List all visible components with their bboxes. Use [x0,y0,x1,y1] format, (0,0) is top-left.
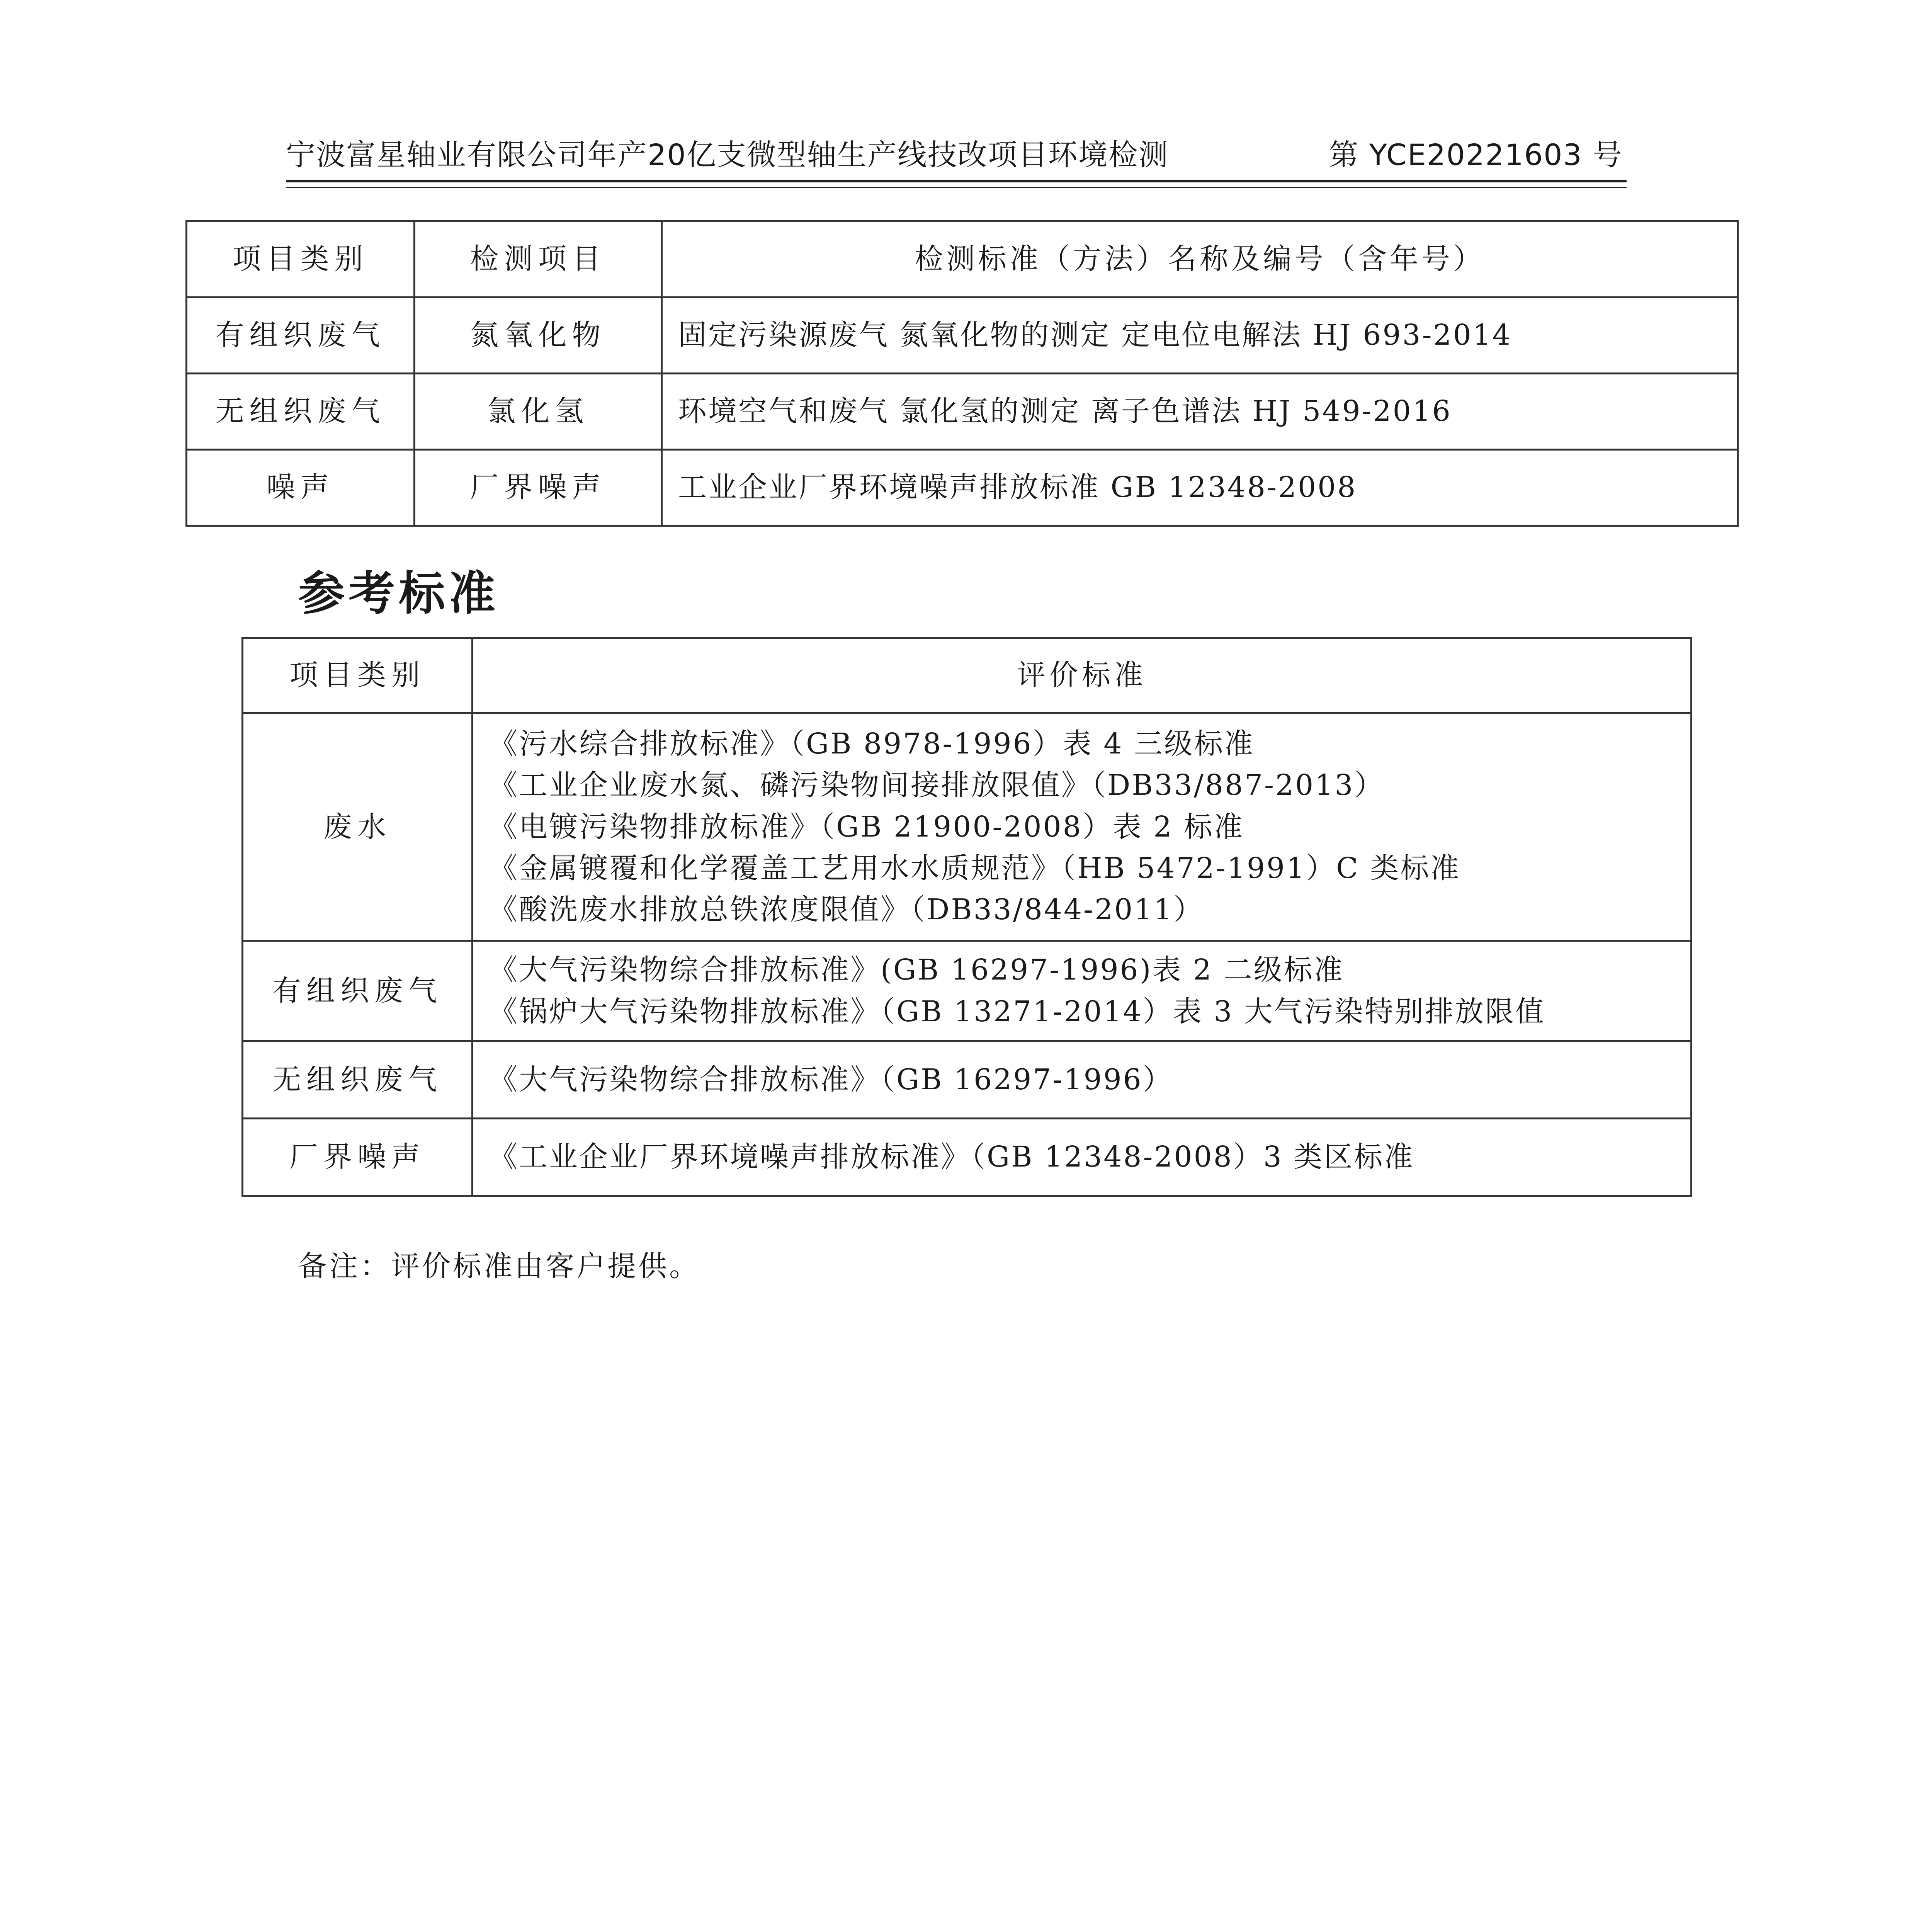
header-item: 检测项目 [415,221,662,298]
row-item: 厂界噪声 [415,450,662,526]
row-standards [473,1041,1692,1119]
page-header [286,131,1623,173]
row-category: 厂界噪声 [243,1119,473,1196]
row-item: 氮氧化物 [415,298,662,374]
row-category: 无组织废气 [187,374,415,450]
standard-line: 《锅炉大气污染物排放标准》（GB 13271-2014）表 3 大气污染特别排放限值 [489,995,1545,1028]
row-method: 环境空气和废气 氯化氢的测定 离子色谱法 HJ 549-2016 [662,374,1738,450]
table-row [187,450,1738,526]
report-number: 第 YCE20221603 号 [1329,138,1623,172]
reference-table-header [243,638,1692,713]
section-title: 参考标准 [298,567,499,621]
table-row [243,1119,1692,1196]
row-standards [473,941,1692,1041]
header-standard: 评价标准 [473,638,1692,713]
standard-line: 《污水综合排放标准》（GB 8978-1996）表 4 三级标准 [489,727,1255,760]
row-method: 工业企业厂界环境噪声排放标准 GB 12348-2008 [662,450,1738,526]
row-item: 氯化氢 [415,374,662,450]
standard-line: 《酸洗废水排放总铁浓度限值》（DB33/844-2011） [489,893,1204,927]
project-title: 宁波富星轴业有限公司年产20亿支微型轴生产线技改项目环境检测 [286,138,1169,172]
method-table [185,220,1739,527]
table-row [187,374,1738,450]
standard-line: 《金属镀覆和化学覆盖工艺用水水质规范》（HB 5472-1991）C 类标准 [489,851,1461,885]
header-rule [286,180,1627,188]
reference-table [241,637,1692,1197]
standard-line: 《大气污染物综合排放标准》（GB 16297-1996） [489,1063,1173,1096]
header-category: 项目类别 [243,638,473,713]
remark-note: 备注：评价标准由客户提供。 [298,1250,700,1283]
table-row [187,298,1738,374]
row-category: 有组织废气 [187,298,415,374]
table-row [243,941,1692,1041]
row-method: 固定污染源废气 氮氧化物的测定 定电位电解法 HJ 693-2014 [662,298,1738,374]
row-category: 废水 [243,713,473,941]
row-standards [473,713,1692,941]
standard-line: 《工业企业废水氮、磷污染物间接排放限值》（DB33/887-2013） [489,769,1385,802]
header-category: 项目类别 [187,221,415,298]
row-category: 噪声 [187,450,415,526]
row-standards [473,1119,1692,1196]
standard-line: 《工业企业厂界环境噪声排放标准》（GB 12348-2008）3 类区标准 [489,1140,1414,1173]
table-row [243,713,1692,941]
table-row [243,1041,1692,1119]
method-table-header [187,221,1738,298]
header-method: 检测标准（方法）名称及编号（含年号） [662,221,1738,298]
row-category: 无组织废气 [243,1041,473,1119]
row-category: 有组织废气 [243,941,473,1041]
standard-line: 《电镀污染物排放标准》（GB 21900-2008）表 2 标准 [489,810,1244,844]
standard-line: 《大气污染物综合排放标准》(GB 16297-1996)表 2 二级标准 [489,953,1344,987]
